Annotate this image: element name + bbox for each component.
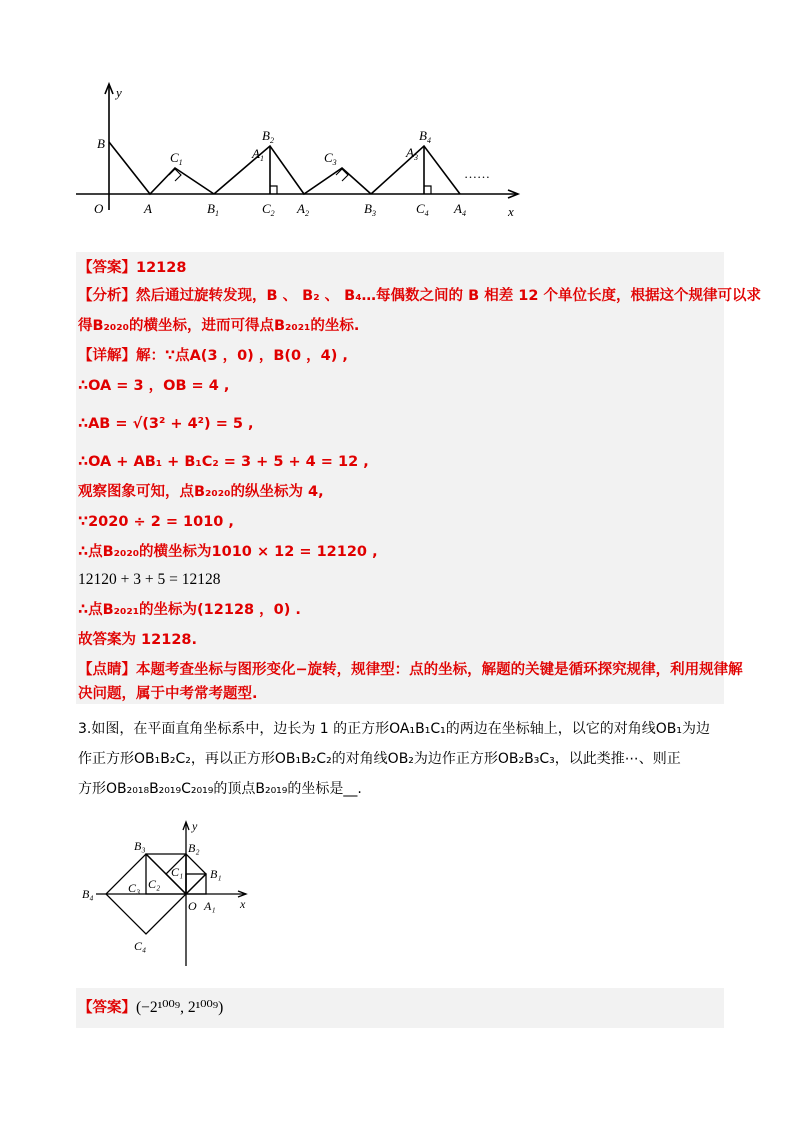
label2-y: y: [192, 819, 198, 833]
figure-nested-squares: [76, 818, 256, 968]
right-angle-C4: [424, 186, 431, 194]
question3-line-3: 方形OB₂₀₁₈B₂₀₁₉C₂₀₁₉的顶点B₂₀₁₉的坐标是__.: [78, 781, 362, 797]
question3-line-1: 3.如图，在平面直角坐标系中，边长为 1 的正方形OA₁B₁C₁的两边在坐标轴上，以它的对角线OB₁为边: [78, 721, 710, 737]
figure-rotation-pattern: [72, 80, 532, 240]
label-B2: $B_2$: [262, 128, 274, 145]
label-B3: $B_3$: [364, 201, 376, 218]
label-C1: $C_1$: [170, 150, 183, 167]
label-x: x: [508, 204, 514, 219]
label2-B2: B₂: [188, 841, 200, 855]
label2-x: x: [240, 897, 246, 911]
label-A3: $A_3$: [406, 145, 418, 162]
answer2-tag: 【答案】: [78, 1000, 136, 1016]
comment-line-2: 决问题，属于中考常考题型.: [78, 686, 258, 702]
analysis-tag: 【分析】: [78, 288, 136, 304]
detail-tag: 【详解】: [78, 348, 136, 364]
label2-B1: B₁: [210, 867, 222, 881]
step-3: ∴OA + AB₁ + B₁C₂ = 3 + 5 + 4 = 12 ,: [78, 454, 369, 470]
label-B: B: [97, 136, 105, 151]
label-ellipsis: ……: [464, 166, 490, 181]
answer-tag: 【答案】: [78, 260, 136, 276]
label2-C3: C₃: [128, 881, 141, 895]
label-B1: $B_1$: [207, 201, 219, 218]
question3-line-2: 作正方形OB₁B₂C₂，再以正方形OB₁B₂C₂的对角线OB₂为边作正方形OB₂B₃C₃，以此类推⋯、则正: [78, 751, 681, 767]
label-C3: $C_3$: [324, 150, 337, 167]
label-A1: $A_1$: [252, 146, 264, 163]
analysis-text-1: 然后通过旋转发现，B 、 B₂ 、 B₄…每偶数之间的 B 相差 12 个单位长度，根据这个规律可以求: [136, 288, 761, 304]
answer-value: 12128: [136, 260, 187, 276]
detail-line: [78, 346, 348, 366]
answer2-line: [78, 998, 223, 1018]
step-7: 12120 + 3 + 5 = 12128: [78, 571, 221, 588]
step-6: ∴点B₂₀₂₀的横坐标为1010 × 12 = 12120 ,: [78, 544, 378, 560]
step-8: ∴点B₂₀₂₁的坐标为(12128 ，0) .: [78, 602, 301, 618]
label2-C2: C₂: [148, 877, 161, 891]
right-angle-C2: [270, 186, 277, 194]
label2-B4: B₄: [82, 887, 94, 901]
label-y: y: [116, 85, 122, 100]
segment-B-A-C1-B1: [109, 142, 214, 194]
label-A4: $A_4$: [454, 201, 466, 218]
label2-C1: C₁: [171, 865, 184, 879]
comment-tag: 【点睛】: [78, 662, 136, 678]
label2-C4: C₄: [134, 939, 147, 953]
step-4: 观察图象可知，点B₂₀₂₀的纵坐标为 4,: [78, 484, 324, 500]
analysis-line-2: 得B₂₀₂₀的横坐标，进而可得点B₂₀₂₁的坐标.: [78, 318, 360, 334]
answer2-value: (−2¹⁰⁰⁹, 2¹⁰⁰⁹): [136, 999, 224, 1016]
step-1: ∴OA = 3 ，OB = 4 ,: [78, 378, 230, 394]
step-2: ∴AB = √(3² + 4²) = 5 ,: [78, 416, 254, 432]
label-B4: $B_4$: [419, 128, 431, 145]
step-5: ∵2020 ÷ 2 = 1010 ,: [78, 514, 234, 530]
label2-O: O: [188, 899, 197, 913]
label2-B3: B₃: [134, 839, 146, 853]
label-A: A: [144, 201, 152, 216]
label2-A1: A₁: [204, 899, 216, 913]
answer-line: [78, 258, 186, 278]
comment-line-1: [78, 660, 743, 680]
segment-B1-A1-A2-C3-B3: [214, 146, 371, 194]
label-C4: $C_4$: [416, 201, 429, 218]
comment-text-1: 本题考查坐标与图形变化−旋转，规律型：点的坐标，解题的关键是循环探究规律，利用规律解: [136, 662, 743, 678]
label-O: O: [94, 201, 104, 216]
label-C2: $C_2$: [262, 201, 275, 218]
detail-intro: 解：∵点A(3 ，0) ，B(0 ，4) ,: [136, 348, 348, 364]
analysis-line-1: [78, 286, 761, 306]
conclusion: 故答案为 12128.: [78, 632, 198, 648]
label-A2: $A_2$: [297, 201, 309, 218]
